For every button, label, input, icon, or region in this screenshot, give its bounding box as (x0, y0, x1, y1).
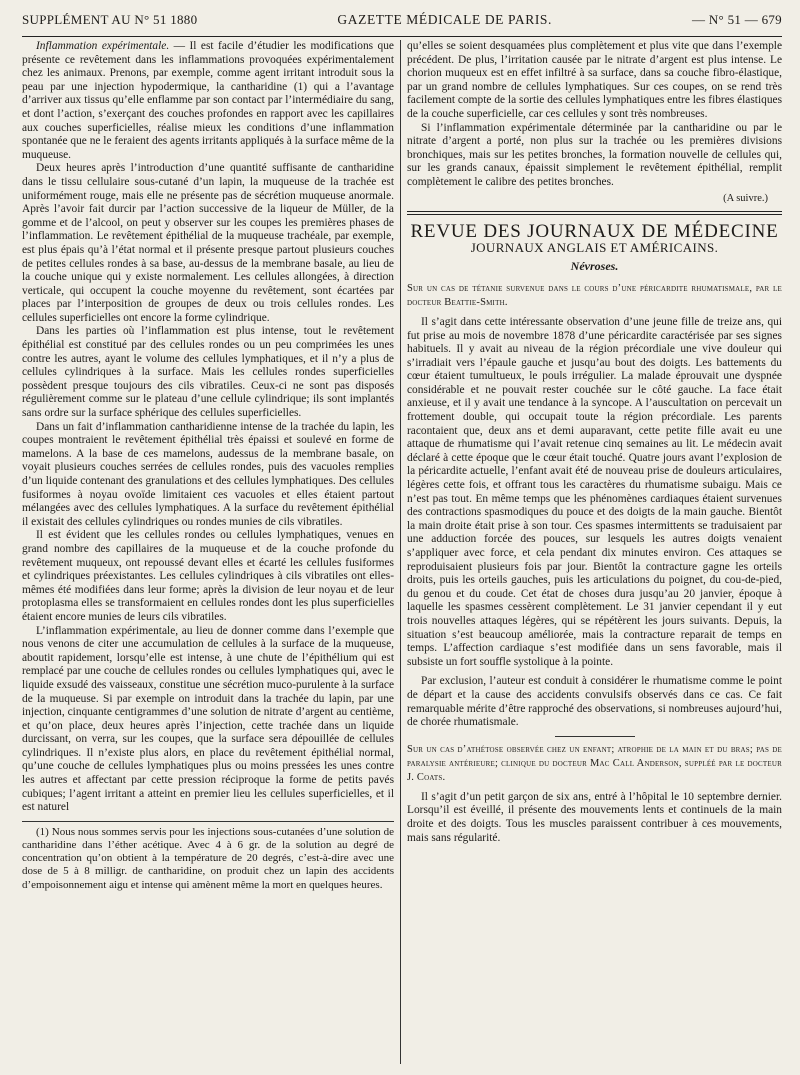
section-double-rule (407, 211, 782, 215)
paragraph: Si l’inflammation expérimentale déterminée par la cantharidine ou par le nitrate d’argent a porté, non plus sur la trachée ou les premières divisions bronchiques, mais sur les petites bronches, la formation nouvelle de cellules qui, sur les grands canaux, épaissit simplement le revêtement épithélial, remplit complètement le calibre des petites bronches. (407, 121, 782, 188)
left-column (22, 40, 394, 1064)
footnote-rule (22, 821, 394, 822)
paragraph: Il s’agit dans cette intéressante observation d’une jeune fille de treize ans, qui fut prise au mois de novembre 1878 d’une péricardite caractérisée par ses signes habituels. Il y avait au niveau de la région précordiale une vive douleur qui s’irradiait vers l’épaule gauche et jusqu’au bout des doigts. Les battements du cœur étaient tumultueux, le pouls irrégulier. La malade éprouvait une dyspnée considérable et ne pouvait rester couchée sur le côté gauche. La face était anxieuse, et il y avait une tendance à la syncope. A l’auscultation on percevait un frottement double, qui occupait toute la région précordiale. Les parents racontaient que, deux ans et demi auparavant, cette petite fille avait eu une attaque de rhumatisme qui l’avait retenue cinq semaines au lit. Le médecin avait déclaré à cette époque que le cœur était touché. Quatre jours avant l’explosion de la péricardite actuelle, l’enfant avait été de nouveau prise de douleurs articulaires, légères cette fois, et offrant tous les caractères du rhumatisme subaigu. Mais ce n’est pas tout. En même temps que les phénomènes cardiaques étaient survenues des contractions spasmodiques du pouce et des doigts de la main gauche. Bientôt la main droite était prise à son tour. Ces spasmes intermittents se traduisaient par une adduction forcée des pouces, sur lesquels les autres doigts venaient s’appliquer avec force, et cela pendant dix minutes environ. Ces attaques se reproduisaient plusieurs fois par jour. Bientôt la contracture gagne les orteils droits, puis les orteils gauches, puis les articulations du poignet, du cou-de-pied, du genou et du coude. Cet état de choses dura jusqu’au 20 janvier, époque à laquelle les spasmes cessèrent complètement. Le 31 janvier cependant il y eut trois nouvelles attaques légères, qui se répétèrent les jours suivants. Depuis, la situation s’est beaucoup améliorée, mais la contracture reparait de temps en temps. L’affection cardiaque s’est modifiée dans un sens favorable, mais il subsiste un fort souffle systolique à la pointe. (407, 315, 782, 668)
paragraph-text: — Il est facile d’étudier les modifications que présente ce revêtement dans les inflammations provoquées expérimentalement chez les animaux. Prenons, par exemple, comme agent irritant introduit sous la peau par une injection hypodermique, la cantharidine (1) qui a l’avantage d’arriver aux tissus qu’elle enflamme par son contact par l’intermédiaire du sang, et dont l’action, s’exerçant des couches profondes en rapport avec les capillaires aux couches superficielles, réalise mieux les conditions d’une inflammation spontanée que ne le feraient des agents irritants appliqués à la surface même de la muqueuse. (22, 40, 394, 161)
paragraph: Dans les parties où l’inflammation est plus intense, tout le revêtement épithélial est constitué par des cellules rondes ou un peu comprimées les unes contre les autres, ayant le volume des cellules lymphatiques, et il n’y a plus de cellules cylindriques à la surface. Mais les cellules rondes superficielles possèdent presque toujours des cils vibratiles. Ceux-ci ne sont pas disposés régulièrement comme sur le plateau d’une cellule cylindrique; ils sont implantés sans ordre sur la surface sphérique des cellules superficielles. (22, 325, 394, 420)
journal-page (22, 12, 782, 1064)
paragraph: L’inflammation expérimentale, au lieu de donner comme dans l’exemple que nous venons de citer une accumulation de cellules à la surface de la muqueuse, aboutit rapidement, lorsqu’elle est intense, à une chute de l’épithélium qui est remplacé par une couche de cellules rondes ou cellules lymphatiques qui, avec le liquide exsudé des vaisseaux, constitue une sécrétion muco-purulente à la surface de la muqueuse. Si par exemple on introduit dans la trachée du lapin, par une injection, cinquante centigrammes d’une solution de nitrate d’argent au centième, et qu’on place, deux heures après l’injection, cette trachée dans un liquide durcissant, on verra, sur les coupes, que la surface sera dépouillée de cellules cylindriques. Il n’existe plus alors, en place du revêtement épithélial normal, qu’une couche de cellules lymphatiques plus ou moins pressées les unes contre les autres et affectant par cette pression réciproque la forme de petits pavés cubiques; l’agent irritant a atteint en premier lieu les cellules superficielles, et il est naturel (22, 624, 394, 814)
header-issue: SUPPLÉMENT AU N° 51 1880 (22, 12, 198, 27)
review-title: REVUE DES JOURNAUX DE MÉDECINE (410, 221, 779, 243)
paragraph: Il s’agit d’un petit garçon de six ans, entré à l’hôpital le 10 septembre dernier. Lorsqu’il est éveillé, il présente des mouvements lents et continuels de la main droite et des doigts. Tous les muscles paraissent contribuer à ces mouvements, mais sans régularité. (407, 790, 782, 844)
review-subtitle: JOURNAUX ANGLAIS ET AMÉRICAINS. (470, 239, 719, 255)
footnote: (1) Nous nous sommes servis pour les injections sous-cutanées d’une solution de cantharidine dans l’éther acétique. Avec 4 à 6 gr. de la solution au degré de concentration qu’on obtient à la température de 20 degrés, c’est-à-dire avec une dose de 5 à 8 milligr. de cantharidine, on produit chez un lapin des accidents d’empoisonnement aigu et intense qui amènent même la mort en quelques heures. (22, 825, 394, 891)
to-be-continued: (A suivre.) (723, 192, 768, 204)
paragraph-run-in-title: Inflammation expérimentale. (36, 40, 170, 52)
paragraph: Il est évident que les cellules rondes ou cellules lymphatiques, venues en grand nombre des capillaires de la muqueuse et de la couche profonde du revêtement muqueux, ont repoussé devant elles et écarté les cellules fusiformes et cylindriques préexistantes. Les cellules cylindriques à cils vibratiles ont elles-mêmes été modifiées dans leur forme; après la division de leur noyau et de leur protoplasma elles se transformaient en cellules rondes dont les plus superficielles étaient encore munies de leurs cils vibratiles. (22, 529, 394, 623)
header-journal-title: GAZETTE MÉDICALE DE PARIS. (337, 12, 552, 27)
header-page-number: — N° 51 — 679 (692, 12, 782, 27)
paragraph: Dans un fait d’inflammation cantharidienne intense de la trachée du lapin, les coupes montraient le revêtement épithélial très épaissi et soulevé en forme de mamelons. A la base de ces mamelons, audessus de la membrane basale, on voyait plusieurs couches serrées de cellules rondes, puis des vacuoles remplies d’un liquide contenant des granulations et des cellules lymphatiques. Des cellules fusiformes à noyau ovoïde limitaient ces vacuoles et elles étaient partout mélangées avec des cellules lymphatiques. A la surface du revêtement épithélial il existait des cellules cylindriques ou rondes munies de cils vibratiles. (22, 420, 394, 528)
paragraph: Par exclusion, l’auteur est conduit à considérer le rhumatisme comme le point de départ et la cause des accidents convulsifs observés dans ce cas. Ce fait remarquable mérite d’être rapproché des observations, si nombreuses aujourd’hui, de chorée rhumatismale. (407, 675, 782, 729)
article-heading: Sur un cas de tétanie survenue dans le cours d’une péricardite rhumatismale, par le docteur Beattie-Smith. (407, 282, 782, 308)
paragraph: Deux heures après l’introduction d’une quantité suffisante de cantharidine dans le tissu cellulaire sous-cutané d’un lapin, la muqueuse de la trachée est uniformément rouge, mais elle ne présente pas de sécrétion muqueuse anormale. Après l’avoir fait durcir par l’action successive de la liqueur de Müller, de la gomme et de l’alcool, on peut y observer sur les coupes les premières phases de l’inflammation. Le revêtement épithélial de la muqueuse trachéale, par exemple, est plus épais qu’à l’état normal et il présente presque partout plusieurs couches de petites cellules rondes à sa base, au-dessus de la membrane basale, au lieu de la couche unique qui y existe normalement. Les cellules allongées, à direction verticale, qui occupent la couche moyenne du revêtement, sont écartées par places par l’interposition de groupes de deux ou trois cellules rondes. Les cellules superficielles ont encore la forme cylindrique. (22, 162, 394, 324)
section-heading: Névroses. (570, 259, 619, 274)
column-divider (400, 40, 401, 1064)
right-column (407, 40, 782, 1064)
running-head (22, 12, 782, 32)
header-rule (22, 36, 782, 37)
article-separator (555, 736, 635, 737)
article-heading: Sur un cas d’athétose observée chez un enfant; atrophie de la main et du bras; pas de paralysie antérieure; clinique du docteur Mac Call Anderson, suppléé par le docteur J. Coats. (407, 743, 782, 783)
paragraph (22, 40, 394, 162)
paragraph: qu’elles se soient desquamées plus complètement et plus vite que dans l’exemple précédent. De plus, l’irritation causée par le nitrate d’argent est plus intense. Le chorion muqueux est en effet infiltré à sa surface, dans sa couche fibro-élastique, par un grand nombre de cellules lymphatiques. Sur ces coupes, on se rend très facilement compte de la sortie des cellules lymphatiques entre les fibres élastiques de la couche superficielle, car ces cellules y sont très nombreuses. (407, 40, 782, 120)
